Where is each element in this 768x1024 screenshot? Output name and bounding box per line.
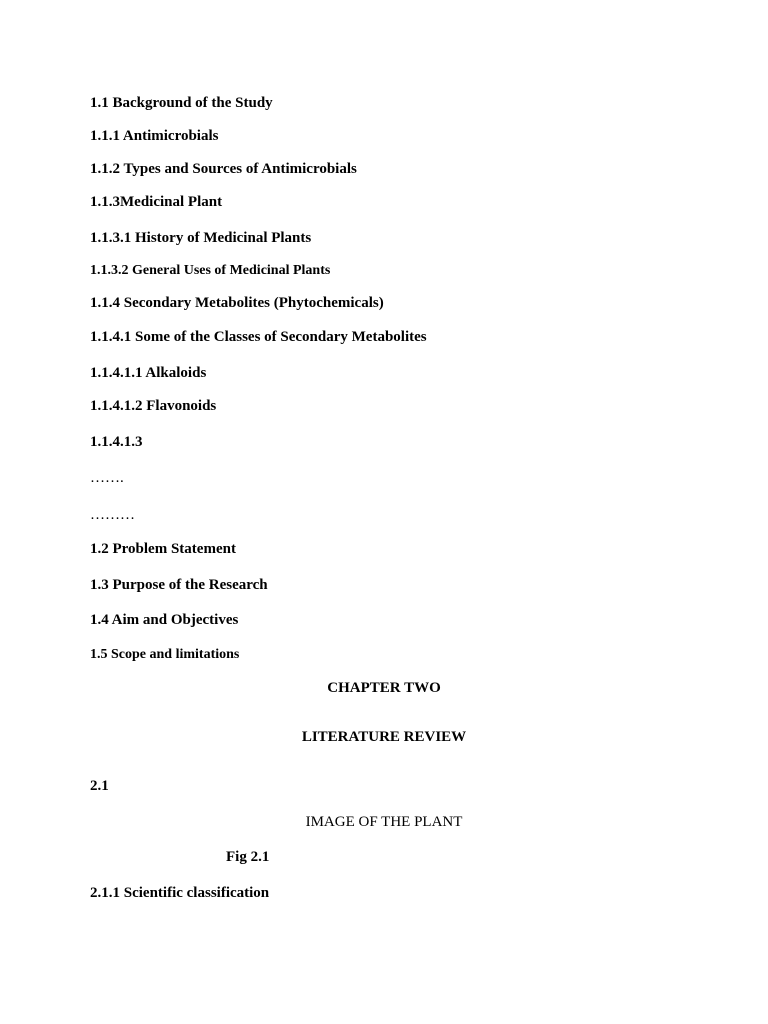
heading-1-1-4-1-3: 1.1.4.1.3 xyxy=(90,434,143,450)
heading-2-1-1: 2.1.1 Scientific classification xyxy=(90,885,270,901)
heading-1-1-4-1-2: 1.1.4.1.2 Flavonoids xyxy=(90,398,217,414)
ellipsis-placeholder: ……… xyxy=(90,507,135,523)
heading-1-1-4: 1.1.4 Secondary Metabolites (Phytochemicals) xyxy=(90,295,384,311)
heading-1-3: 1.3 Purpose of the Research xyxy=(90,577,268,593)
chapter-subtitle: LITERATURE REVIEW xyxy=(301,729,467,745)
heading-1-1-2: 1.1.2 Types and Sources of Antimicrobials xyxy=(90,161,357,177)
heading-1-1-4-1: 1.1.4.1 Some of the Classes of Secondary Metabolites xyxy=(90,329,427,345)
image-placeholder-text: IMAGE OF THE PLANT xyxy=(305,814,463,830)
heading-1-1-3-1: 1.1.3.1 History of Medicinal Plants xyxy=(90,230,312,246)
heading-2-1: 2.1 xyxy=(90,778,109,794)
heading-1-1-1: 1.1.1 Antimicrobials xyxy=(90,128,219,144)
heading-1-1: 1.1 Background of the Study xyxy=(90,95,273,111)
heading-1-1-4-1-1: 1.1.4.1.1 Alkaloids xyxy=(90,365,207,381)
heading-1-5: 1.5 Scope and limitations xyxy=(90,647,240,662)
heading-1-1-3-2: 1.1.3.2 General Uses of Medicinal Plants xyxy=(90,263,331,278)
heading-1-1-3: 1.1.3Medicinal Plant xyxy=(90,194,223,210)
ellipsis-placeholder: ……. xyxy=(90,470,124,486)
figure-caption: Fig 2.1 xyxy=(226,849,270,865)
chapter-title: CHAPTER TWO xyxy=(327,680,441,696)
heading-1-2: 1.2 Problem Statement xyxy=(90,541,236,557)
heading-1-4: 1.4 Aim and Objectives xyxy=(90,612,239,628)
